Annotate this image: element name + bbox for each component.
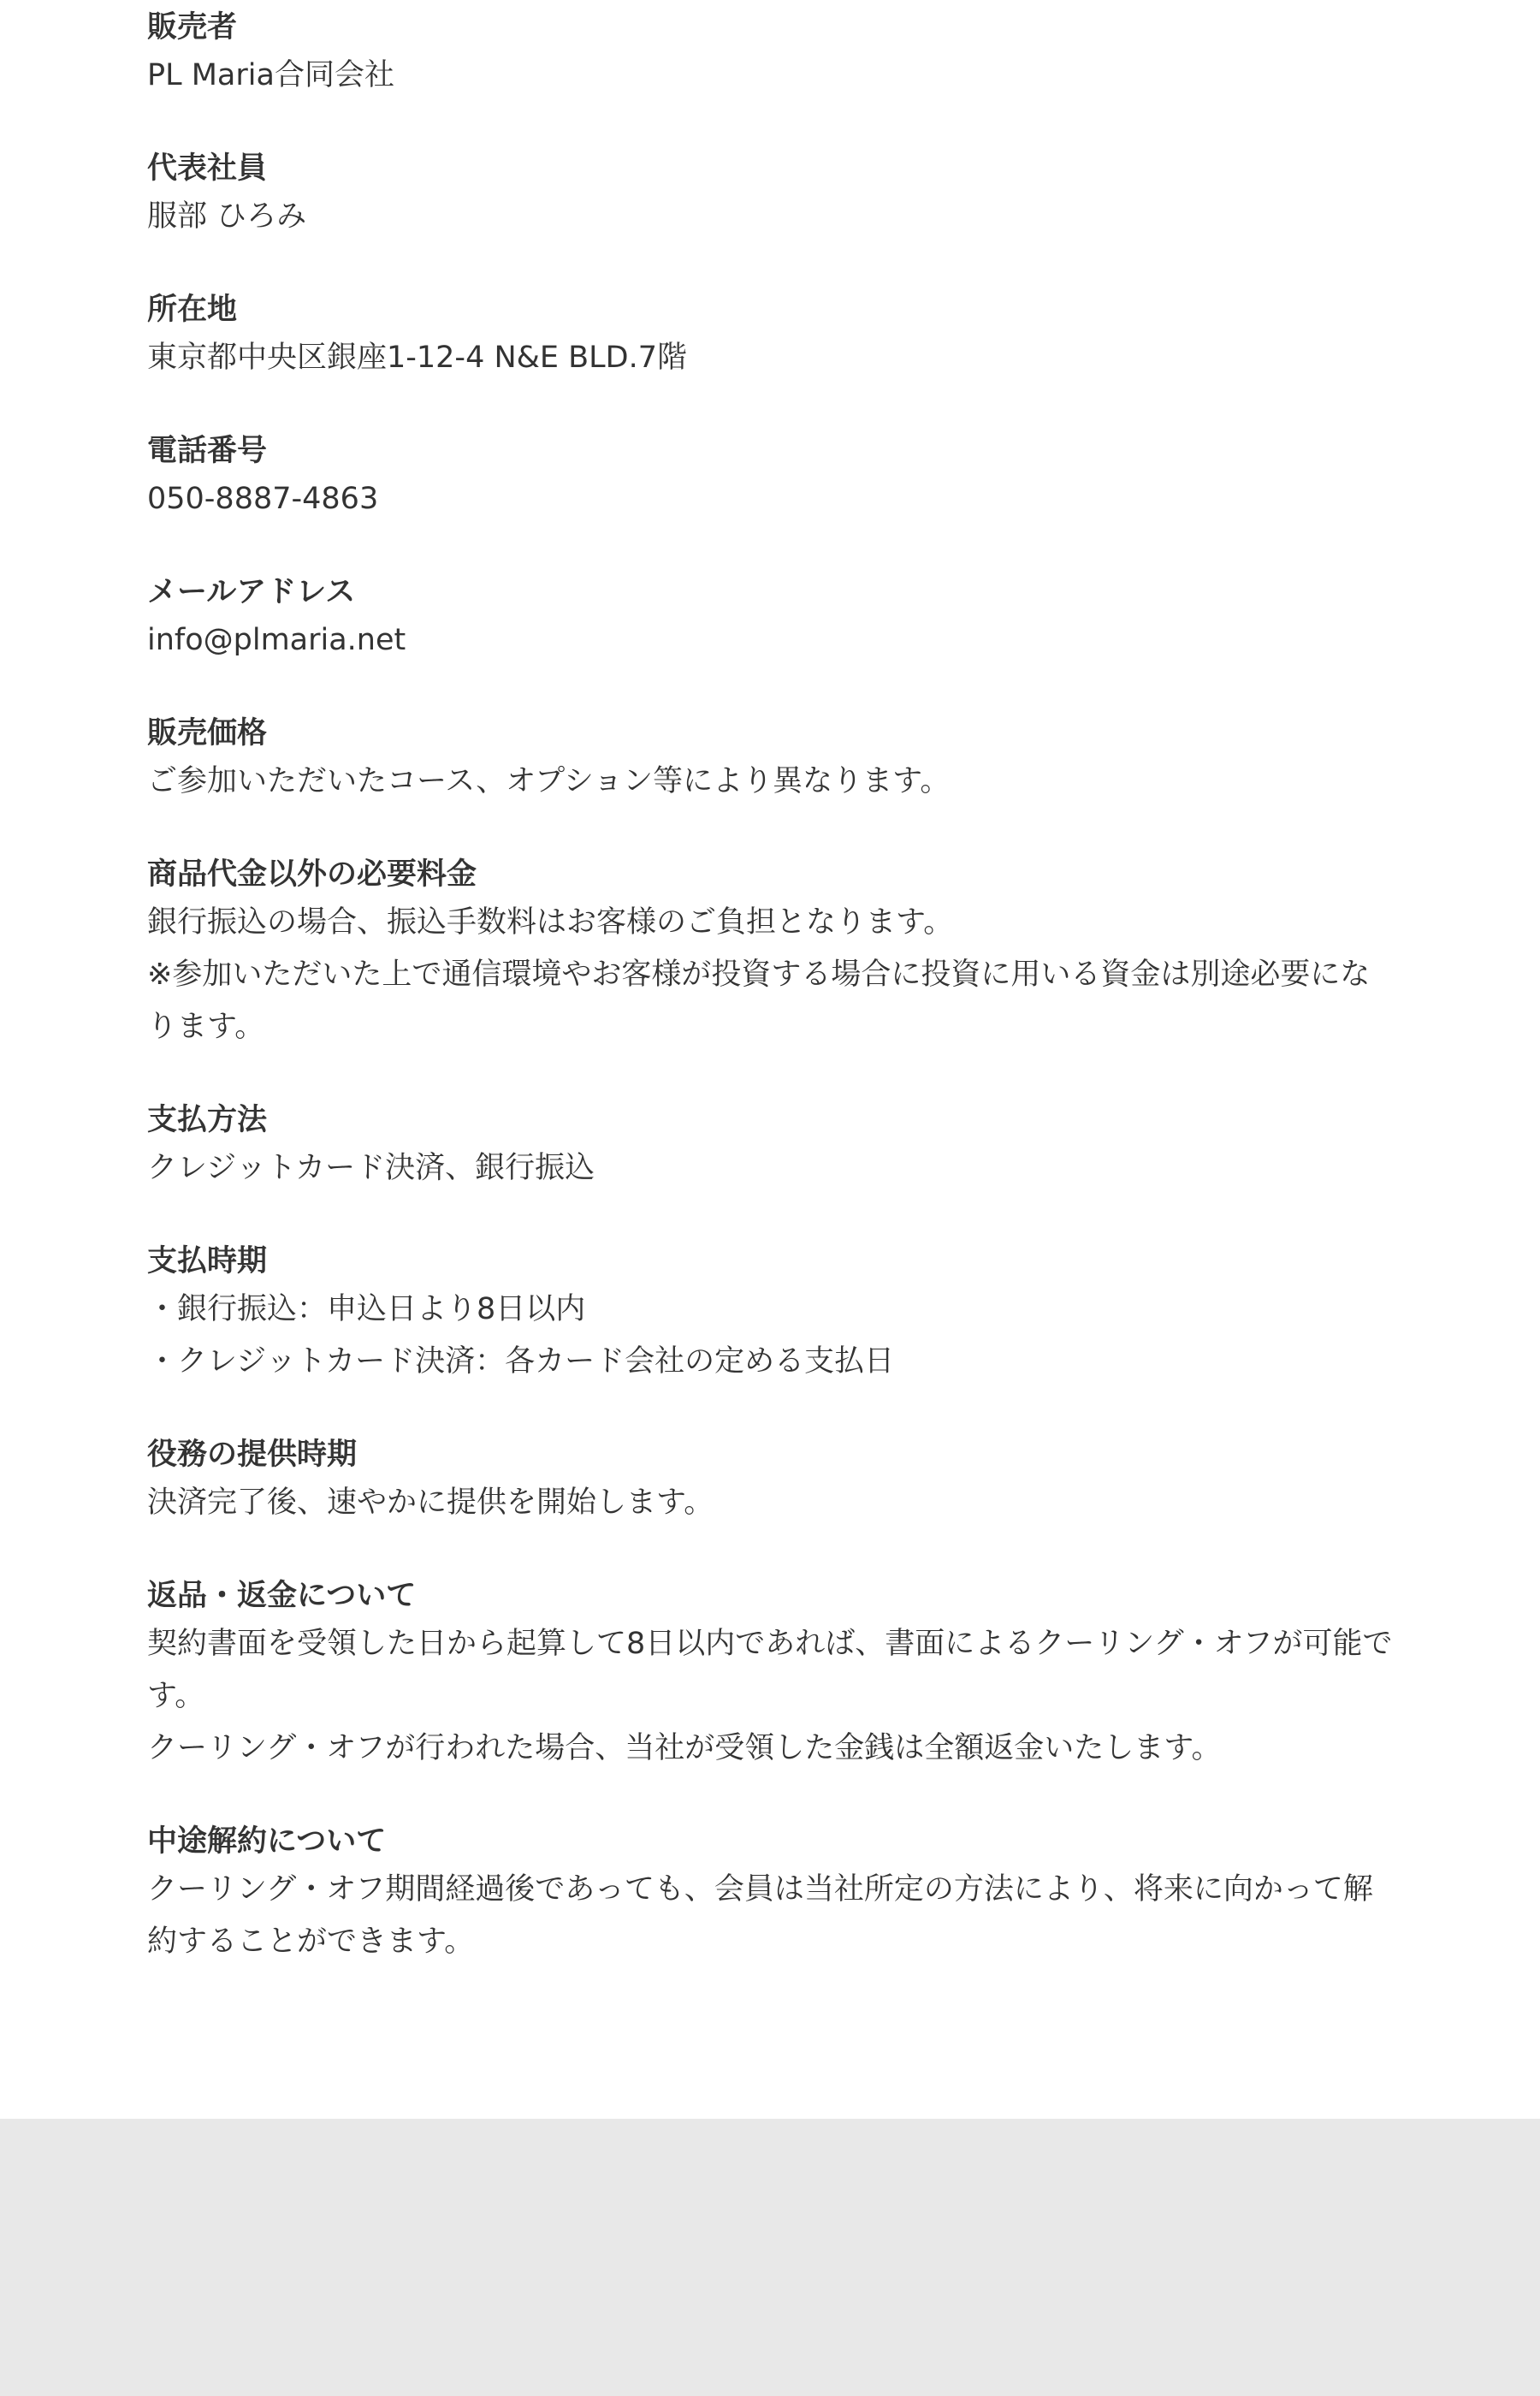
section-text: 銀行振込の場合、振込手数料はお客様のご負担となります。 (147, 905, 954, 940)
section-text: 決済完了後、速やかに提供を開始します。 (147, 1486, 714, 1520)
phone-number: 050-8887-4863 (147, 482, 379, 516)
section-heading: 返品・返金について (147, 1579, 417, 1613)
section-service-timing (147, 1432, 1393, 1529)
section-cancellation (147, 1819, 1393, 1968)
section-heading: 所在地 (147, 293, 238, 327)
section-heading: 中途解約について (147, 1824, 387, 1859)
section-text: クーリング・オフ期間経過後であっても、会員は当社所定の方法により、将来に向かって解約することができます。 (147, 1872, 1373, 1959)
section-heading: 役務の提供時期 (147, 1438, 358, 1472)
section-text: クーリング・オフが行われた場合、当社が受領した金銭は全額返金いたします。 (147, 1731, 1222, 1765)
section-phone (147, 429, 1393, 525)
section-heading: メールアドレス (147, 575, 356, 609)
section-additional-fees (147, 852, 1393, 1053)
section-representative (147, 146, 1393, 243)
section-heading: 販売価格 (147, 716, 268, 750)
section-payment-timing (147, 1239, 1393, 1388)
section-address (147, 288, 1393, 384)
section-text: PL Maria合同会社 (147, 58, 394, 92)
section-heading: 支払方法 (147, 1103, 268, 1137)
section-email (147, 570, 1393, 667)
legal-notice-content (147, 0, 1393, 2119)
section-text: ・クレジットカード決済：各カード会社の定める支払日 (147, 1344, 895, 1379)
section-text: ※参加いただいた上で通信環境やお客様が投資する場合に投資に用いる資金は別途必要になります。 (147, 958, 1371, 1044)
page-footer (0, 2119, 1540, 2396)
section-seller (147, 5, 1393, 102)
section-heading: 支払時期 (147, 1244, 268, 1278)
section-returns-refunds (147, 1574, 1393, 1775)
section-text: 服部 ひろみ (147, 199, 307, 234)
section-heading: 代表社員 (147, 151, 268, 186)
section-heading: 商品代金以外の必要料金 (147, 857, 477, 892)
section-text: ・銀行振込：申込日より8日以内 (147, 1292, 586, 1326)
section-price (147, 711, 1393, 808)
section-text: 契約書面を受領した日から起算して8日以内であれば、書面によるクーリング・オフが可能です。 (147, 1627, 1393, 1713)
section-heading: 電話番号 (147, 434, 268, 468)
section-payment-method (147, 1098, 1393, 1195)
section-text: ご参加いただいたコース、オプション等により異なります。 (147, 764, 951, 798)
section-text: 東京都中央区銀座1-12-4 N&E BLD.7階 (147, 341, 688, 375)
section-heading: 販売者 (147, 10, 238, 44)
email-address: info@plmaria.net (147, 623, 406, 657)
section-text: クレジットカード決済、銀行振込 (147, 1151, 595, 1185)
